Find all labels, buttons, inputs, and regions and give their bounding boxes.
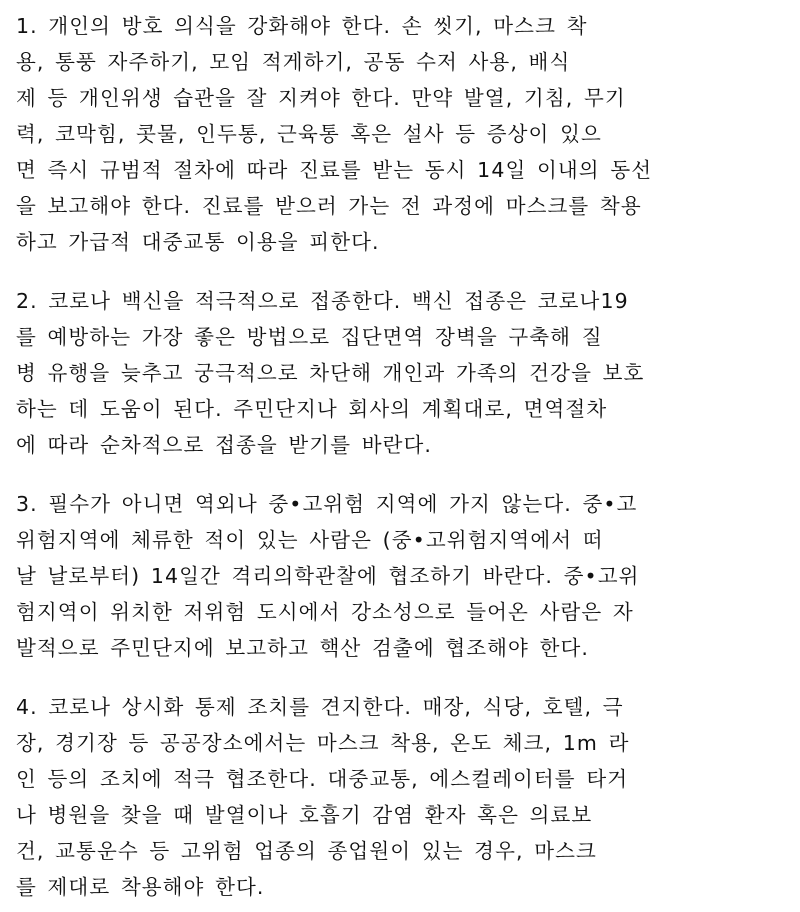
text-line: 하고 가급적 대중교통 이용을 피한다. xyxy=(16,230,380,254)
text-line: 위험지역에 체류한 적이 있는 사람은 (중•고위험지역에서 떠 xyxy=(16,528,604,552)
paragraph-1-personal-hygiene xyxy=(16,8,786,260)
text-line: 에 따라 순차적으로 접종을 받기를 바란다. xyxy=(16,433,433,457)
text-line: 험지역이 위치한 저위험 도시에서 강소성으로 들어온 사람은 자 xyxy=(16,600,634,624)
text-line: 력, 코막힘, 콧물, 인두통, 근육통 혹은 설사 등 증상이 있으 xyxy=(16,122,602,146)
text-line: 발적으로 주민단지에 보고하고 핵산 검출에 협조해야 한다. xyxy=(16,636,589,660)
text-line: 병 유행을 늦추고 궁극적으로 차단해 개인과 가족의 건강을 보호 xyxy=(16,361,645,385)
text-line: 용, 통풍 자주하기, 모임 적게하기, 공동 수저 사용, 배식 xyxy=(16,50,571,74)
paragraph-4-control-measures xyxy=(16,689,786,905)
text-line: 를 제대로 착용해야 한다. xyxy=(16,875,265,899)
text-line: 면 즉시 규범적 절차에 따라 진료를 받는 동시 14일 이내의 동선 xyxy=(16,158,653,182)
text-line: 인 등의 조치에 적극 협조한다. 대중교통, 에스컬레이터를 타거 xyxy=(16,767,629,791)
text-line: 3. 필수가 아니면 역외나 중•고위험 지역에 가지 않는다. 중•고 xyxy=(16,492,638,516)
text-line: 날 날로부터) 14일간 격리의학관찰에 협조하기 바란다. 중•고위 xyxy=(16,564,640,588)
text-line: 을 보고해야 한다. 진료를 받으러 가는 전 과정에 마스크를 착용 xyxy=(16,194,642,218)
text-line: 를 예방하는 가장 좋은 방법으로 집단면역 장벽을 구축해 질 xyxy=(16,325,603,349)
text-line: 건, 교통운수 등 고위험 업종의 종업원이 있는 경우, 마스크 xyxy=(16,839,597,863)
text-line: 제 등 개인위생 습관을 잘 지켜야 한다. 만약 발열, 기침, 무기 xyxy=(16,86,626,110)
text-line: 4. 코로나 상시화 통제 조치를 견지한다. 매장, 식당, 호텔, 극 xyxy=(16,695,624,719)
paragraph-2-vaccination xyxy=(16,283,786,463)
paragraph-3-travel-restrictions xyxy=(16,486,786,666)
text-line: 2. 코로나 백신을 적극적으로 접종한다. 백신 접종은 코로나19 xyxy=(16,289,629,313)
text-line: 하는 데 도움이 된다. 주민단지나 회사의 계획대로, 면역절차 xyxy=(16,397,608,421)
text-line: 장, 경기장 등 공공장소에서는 마스크 착용, 온도 체크, 1m 라 xyxy=(16,731,630,755)
text-line: 1. 개인의 방호 의식을 강화해야 한다. 손 씻기, 마스크 착 xyxy=(16,14,588,38)
text-line: 나 병원을 찾을 때 발열이나 호흡기 감염 환자 혹은 의료보 xyxy=(16,803,593,827)
